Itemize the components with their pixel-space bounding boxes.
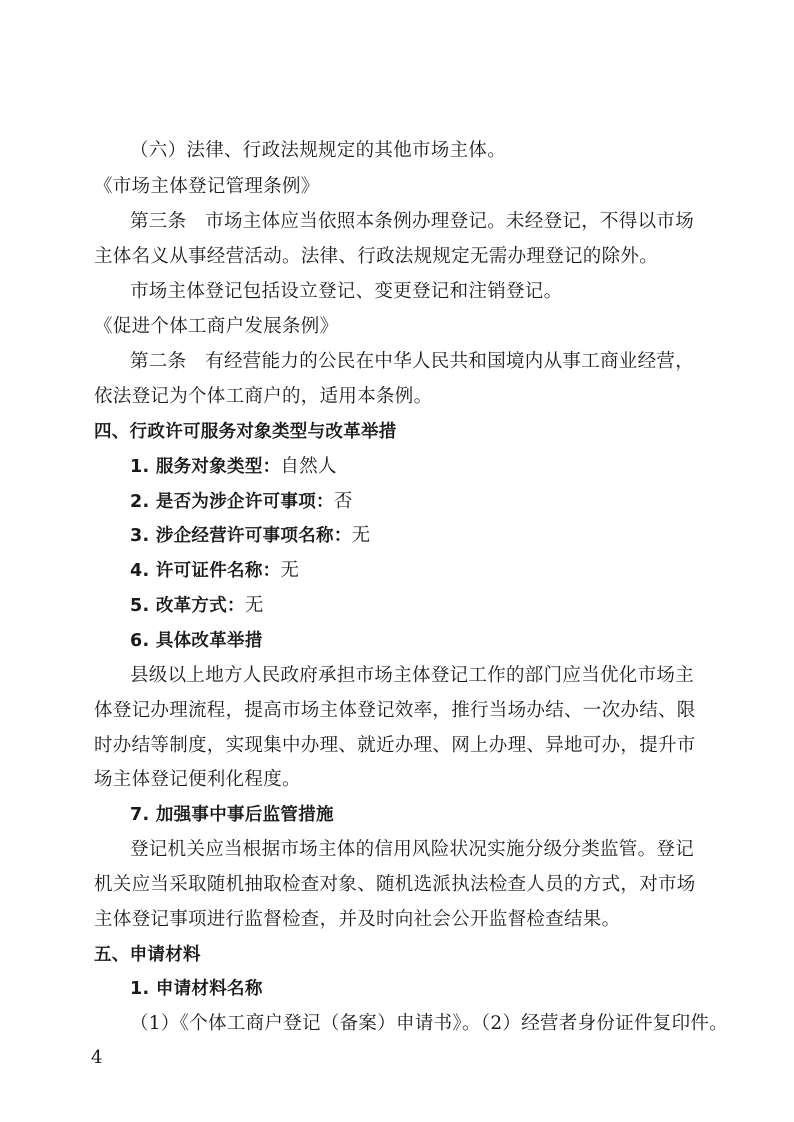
section-heading: 五、申请材料 [94,945,201,965]
item-value: 无 [280,560,300,581]
item-value: 无 [244,595,264,616]
subsection-heading: 6. 具体改革举措 [130,631,263,651]
item-value: 自然人 [280,456,337,477]
subsection-heading: 7. 加强事中事后监管措施 [130,805,334,825]
item-label: 3. 涉企经营许可事项名称： [130,526,352,546]
item-label: 4. 许可证件名称： [130,561,281,581]
article-line: 第三条 市场主体应当依照本条例办理登记。未经登记，不得以市场 [130,211,695,232]
list-item [130,524,720,548]
list-item [130,594,720,618]
paragraph-line: 登记机关应当根据市场主体的信用风险状况实施分级分类监管。登记 [130,839,695,860]
item-label: 5. 改革方式： [130,596,245,616]
paragraph-line: 县级以上地方人民政府承担市场主体登记工作的部门应当优化市场主 [130,665,695,686]
paragraph-line: （六）法律、行政法规规定的其他市场主体。 [130,140,507,161]
paragraph-line: 机关应当采取随机抽取检查对象、随机选派执法检查人员的方式，对市场 [94,874,696,895]
paragraph-line: 时办结等制度，实现集中办理、就近办理、网上办理、异地可办，提升市 [94,735,696,756]
section-heading: 四、行政许可服务对象类型与改革举措 [94,422,397,442]
list-item [130,455,720,479]
page-number: 4 [91,1047,103,1068]
item-label: 2. 是否为涉企许可事项： [130,492,334,512]
item-label: 1. 服务对象类型： [130,457,281,477]
article-line: 主体名义从事经营活动。法律、行政法规规定无需办理登记的除外。 [94,246,659,267]
subsection-heading: 1. 申请材料名称 [130,979,263,999]
regulation-title: 《市场主体登记管理条例》 [94,176,320,197]
paragraph-line: （1）《个体工商户登记（备案）申请书》。（2）经营者身份证件复印件。 [130,1013,728,1034]
article-line: 依法登记为个体工商户的，适用本条例。 [94,386,433,407]
paragraph-line: 场主体登记便利化程度。 [94,769,301,790]
item-value: 否 [333,491,353,512]
regulation-title: 《促进个体工商户发展条例》 [94,316,339,337]
paragraph-line: 主体登记事项进行监督检查，并及时向社会公开监督检查结果。 [94,909,621,930]
article-line: 第二条 有经营能力的公民在中华人民共和国境内从事工商业经营， [130,351,695,372]
item-value: 无 [351,525,371,546]
paragraph-line: 体登记办理流程，提高市场主体登记效率，推行当场办结、一次办结、限 [94,700,696,721]
list-item [130,559,720,583]
paragraph-line: 市场主体登记包括设立登记、变更登记和注销登记。 [130,281,563,302]
list-item [130,490,720,514]
